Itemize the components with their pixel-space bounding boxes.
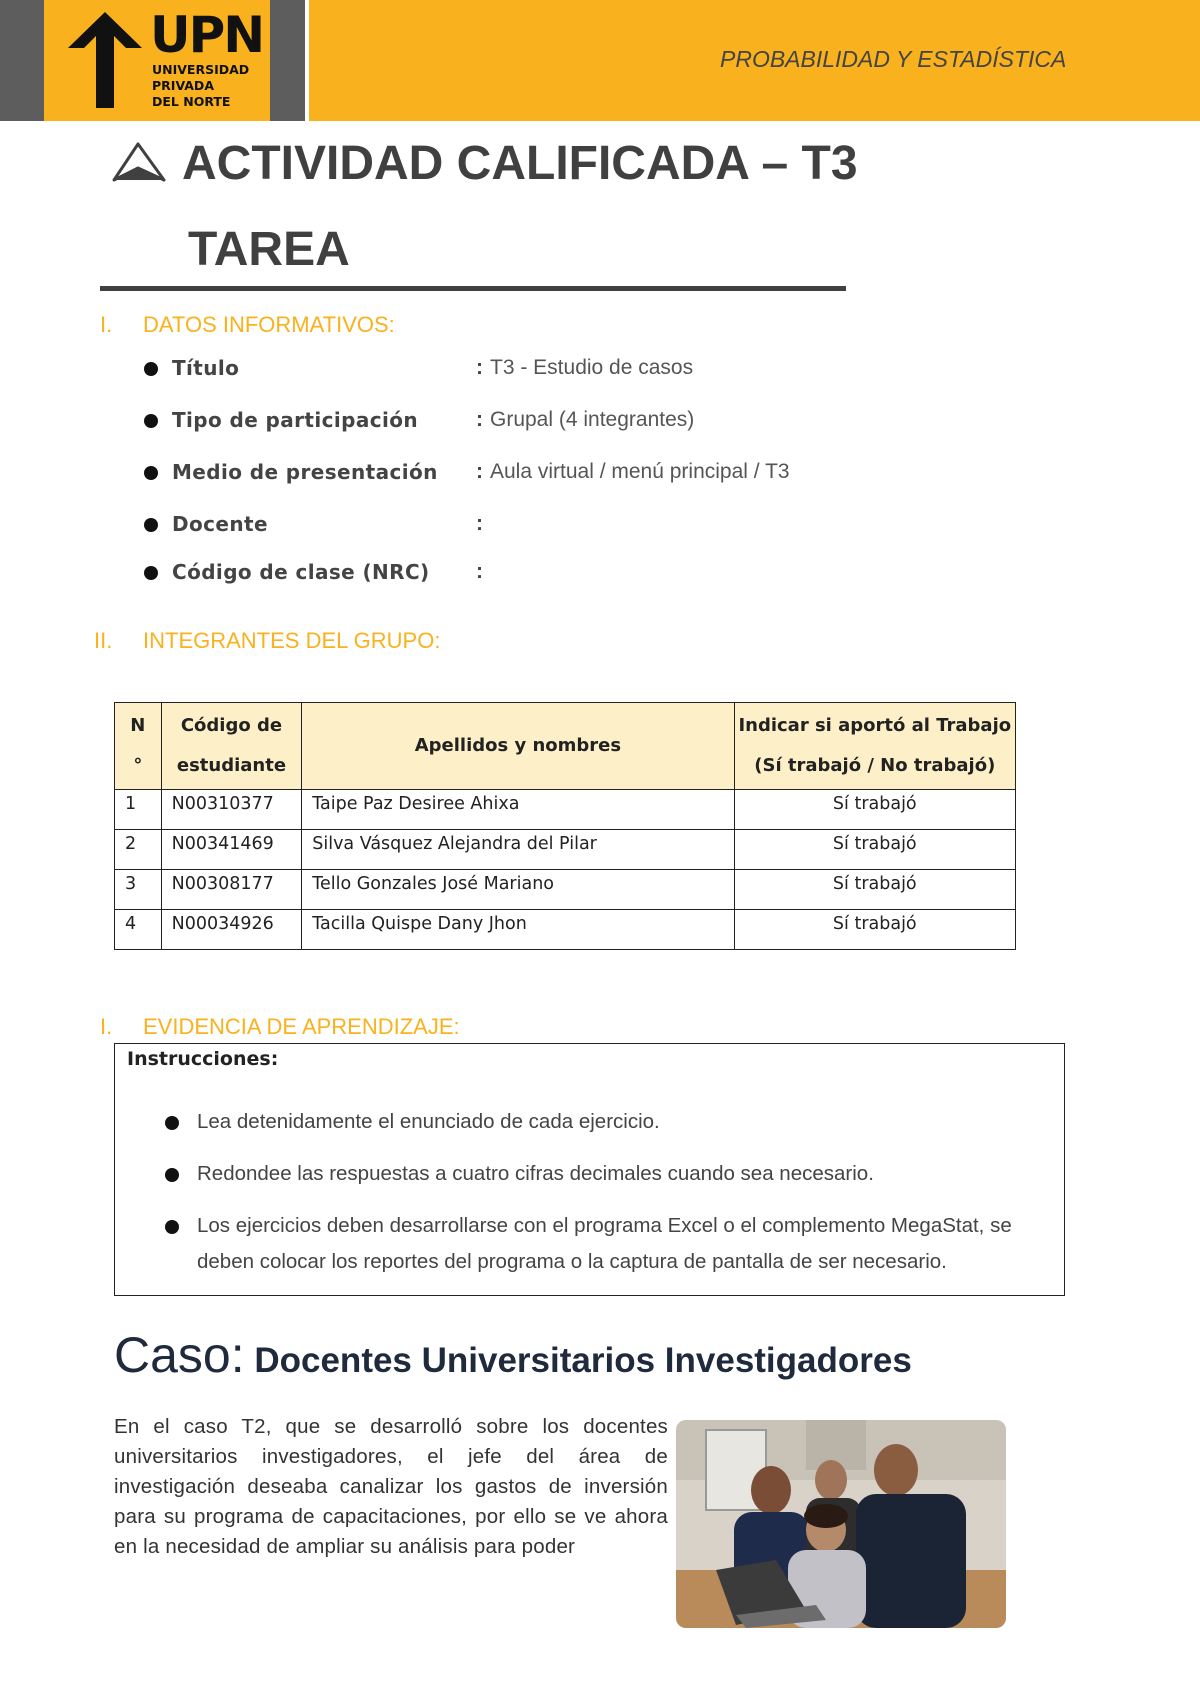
cell-n: 1 — [115, 790, 162, 830]
table-row — [115, 870, 1016, 910]
instruction-item — [165, 1104, 1045, 1140]
activity-title: ACTIVIDAD CALIFICADA – T3 — [182, 137, 858, 190]
upn-logo — [44, 0, 270, 121]
section-2-heading: INTEGRANTES DEL GRUPO: — [143, 628, 441, 653]
cell-name: Tacilla Quispe Dany Jhon — [302, 910, 734, 950]
section-1-heading: DATOS INFORMATIVOS: — [143, 312, 395, 337]
course-title: PROBABILIDAD Y ESTADÍSTICA — [720, 46, 1067, 72]
instruction-text: Lea detenidamente el enunciado de cada ejercicio. — [197, 1110, 660, 1133]
members-table — [114, 702, 1016, 950]
info-label: Tipo de participación — [172, 408, 419, 432]
info-value: T3 - Estudio de casos — [490, 356, 694, 379]
info-colon: : — [476, 512, 483, 535]
cell-aport: Sí trabajó — [734, 910, 1015, 950]
cell-aport: Sí trabajó — [734, 790, 1015, 830]
bullet-icon — [144, 466, 158, 480]
instruction-item — [165, 1208, 1045, 1280]
cell-code: N00310377 — [161, 790, 302, 830]
case-heading — [114, 1326, 912, 1384]
logo-right-strip — [270, 0, 305, 121]
info-label: Medio de presentación — [172, 460, 438, 484]
cell-name: Taipe Paz Desiree Ahixa — [302, 790, 734, 830]
info-colon: : — [476, 460, 483, 483]
bullet-icon — [165, 1168, 179, 1182]
cell-n: 2 — [115, 830, 162, 870]
table-row — [115, 830, 1016, 870]
header-n: N ° — [115, 703, 162, 790]
header-code: Código de estudiante — [161, 703, 302, 790]
info-colon: : — [476, 408, 483, 431]
info-colon: : — [476, 560, 483, 583]
title-divider — [100, 286, 846, 291]
header-divider — [305, 0, 309, 121]
section-3-number: I. — [100, 1014, 113, 1039]
bullet-icon — [144, 566, 158, 580]
info-colon: : — [476, 356, 483, 379]
bullet-icon — [165, 1220, 179, 1234]
navigation-arrow-icon — [110, 142, 168, 184]
info-label: Docente — [172, 512, 268, 536]
case-label: Caso: — [114, 1327, 245, 1383]
logo-left-strip — [0, 0, 44, 121]
teachers-photo — [676, 1420, 1006, 1628]
instruction-text: Los ejercicios deben desarrollarse con el programa Excel o el complemento MegaStat, se deben colocar los reportes del programa o la captura de pantalla de ser necesario. — [197, 1214, 1012, 1273]
activity-subtitle: TAREA — [188, 223, 350, 276]
cell-code: N00341469 — [161, 830, 302, 870]
bullet-icon — [165, 1116, 179, 1130]
info-label: Código de clase (NRC) — [172, 560, 430, 584]
header-aport: Indicar si aportó al Trabajo (Sí trabajó / No trabajó) — [734, 703, 1015, 790]
info-value: Grupal (4 integrantes) — [490, 408, 695, 431]
section-1-number: I. — [100, 312, 113, 337]
bullet-icon — [144, 414, 158, 428]
logo-subtitle: UNIVERSIDAD PRIVADA DEL NORTE — [152, 62, 250, 109]
info-value: Aula virtual / menú principal / T3 — [490, 460, 790, 483]
cell-name: Silva Vásquez Alejandra del Pilar — [302, 830, 734, 870]
table-row — [115, 790, 1016, 830]
header-name: Apellidos y nombres — [302, 703, 734, 790]
cell-aport: Sí trabajó — [734, 870, 1015, 910]
table-header-row — [115, 703, 1016, 790]
cell-n: 3 — [115, 870, 162, 910]
cell-n: 4 — [115, 910, 162, 950]
header-band — [0, 0, 1200, 121]
cell-aport: Sí trabajó — [734, 830, 1015, 870]
instructions-box — [114, 1043, 1065, 1296]
bullet-icon — [144, 362, 158, 376]
table-row — [115, 910, 1016, 950]
section-3-heading: EVIDENCIA DE APRENDIZAJE: — [143, 1014, 460, 1039]
instructions-title: Instrucciones: — [127, 1048, 279, 1070]
instruction-item — [165, 1156, 1045, 1192]
bullet-icon — [144, 518, 158, 532]
cell-code: N00308177 — [161, 870, 302, 910]
section-2-number: II. — [94, 628, 113, 653]
cell-name: Tello Gonzales José Mariano — [302, 870, 734, 910]
case-title: Docentes Universitarios Investigadores — [244, 1341, 912, 1380]
info-label: Título — [172, 356, 240, 380]
instruction-text: Redondee las respuestas a cuatro cifras decimales cuando sea necesario. — [197, 1162, 874, 1185]
case-paragraph: En el caso T2, que se desarrolló sobre los docentes universitarios investigadores, el jefe del área de investigación deseaba canalizar los gastos de inversión para su programa de capacitaciones, por ello se ve ahora en la necesidad de ampliar su análisis para poder — [114, 1415, 668, 1558]
cell-code: N00034926 — [161, 910, 302, 950]
upn-arrow-icon — [66, 10, 144, 110]
logo-brand: UPN — [150, 6, 264, 64]
